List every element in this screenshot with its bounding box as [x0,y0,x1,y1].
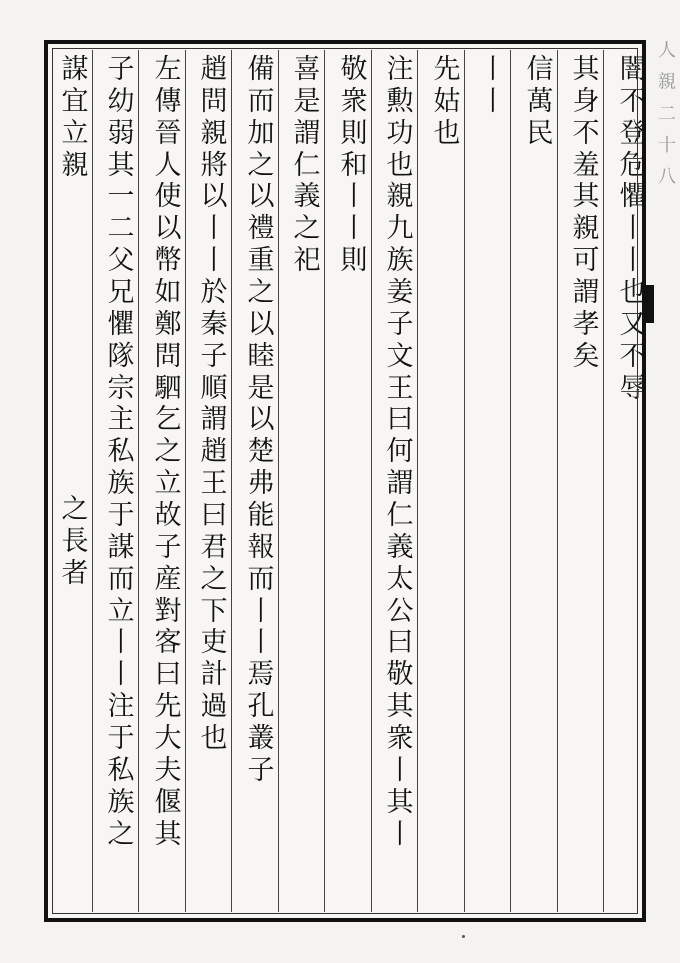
column-rule [371,50,372,912]
column-rule [510,50,511,912]
text-column-14: 之 長 者 [61,494,89,589]
column-rule [138,50,139,912]
text-column-5: 先 姑 也 [433,54,461,149]
text-column-9: 備 而 加 之 以 禮 重 之 以 睦 是 以 楚 弗 能 報 而 丨 丨 焉 孔 叢 子 [247,54,275,786]
column-rule [464,50,465,912]
text-column-4: 丨 丨 [479,54,507,117]
column-rule [557,50,558,912]
column-rule [603,50,604,912]
page-frame [44,40,646,922]
text-column-12: 子 幼 弱 其 一 二 父 兄 懼 隊 宗 主 私 族 于 謀 而 立 丨 丨 注 于 私 族 之 [107,54,135,850]
text-column-8: 喜 是 謂 仁 義 之 祀 [293,54,321,277]
column-rule [417,50,418,912]
column-rule [231,50,232,912]
page-edge-text: 人 親 二 十 八 [655,40,676,189]
text-column-11: 左 傳 晉 人 使 以 幣 如 鄭 問 駟 乞 之 立 故 子 産 對 客 曰 先 大 夫 偃 其 [154,54,182,850]
text-column-7: 敬 衆 則 和 丨 丨 則 [340,54,368,277]
text-column-2: 其 身 不 羞 其 親 可 謂 孝 矣 [572,54,600,372]
text-column-1: 闇 不 登 危 懼 丨 丨 也 又 不 辱 [619,54,647,404]
text-column-3: 信 萬 民 [526,54,554,149]
column-rule [92,50,93,912]
text-column-10: 趙 問 親 將 以 丨 丨 於 秦 子 順 謂 趙 王 曰 君 之 下 吏 計 過 也 [200,54,228,755]
column-rule [185,50,186,912]
text-column-6: 注 勲 功 也 親 九 族 姜 子 文 王 曰 何 謂 仁 義 太 公 曰 敬 其 衆 丨 其 丨 [386,54,414,850]
text-column-13: 謀 宜 立 親 [61,54,89,181]
column-rule [278,50,279,912]
ink-speck [462,935,465,938]
column-rule [324,50,325,912]
